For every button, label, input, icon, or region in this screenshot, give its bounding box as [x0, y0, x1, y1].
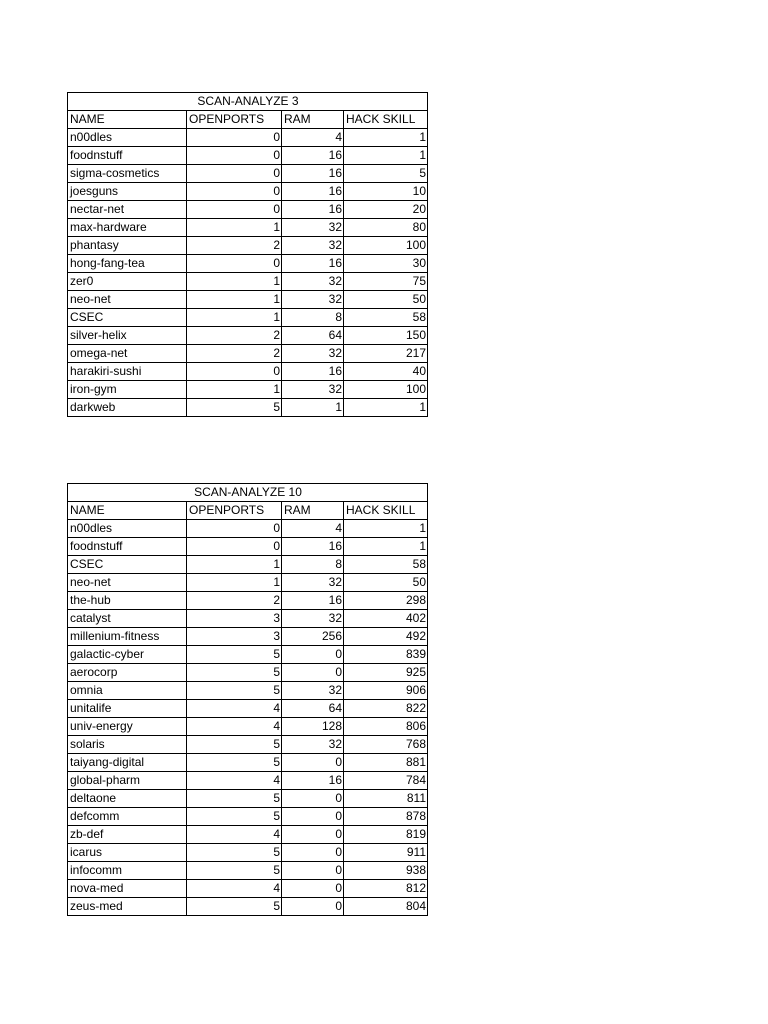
- cell-hack-skill: 217: [344, 345, 428, 363]
- table-row: [68, 237, 428, 255]
- cell-name: taiyang-digital: [68, 754, 187, 772]
- cell-openports: 4: [187, 880, 282, 898]
- cell-hack-skill: 822: [344, 700, 428, 718]
- table-row: [68, 862, 428, 880]
- cell-hack-skill: 100: [344, 237, 428, 255]
- cell-openports: 3: [187, 610, 282, 628]
- table-row: [68, 718, 428, 736]
- header-openports: OPENPORTS: [187, 502, 282, 520]
- table-row: [68, 147, 428, 165]
- cell-hack-skill: 492: [344, 628, 428, 646]
- scan-analyze-3-table: [67, 92, 428, 417]
- cell-hack-skill: 819: [344, 826, 428, 844]
- cell-name: catalyst: [68, 610, 187, 628]
- cell-name: nova-med: [68, 880, 187, 898]
- cell-ram: 32: [282, 736, 344, 754]
- cell-hack-skill: 1: [344, 538, 428, 556]
- cell-name: phantasy: [68, 237, 187, 255]
- table-row: [68, 255, 428, 273]
- header-hack-skill: HACK SKILL: [344, 111, 428, 129]
- cell-ram: 0: [282, 826, 344, 844]
- cell-ram: 32: [282, 291, 344, 309]
- cell-hack-skill: 40: [344, 363, 428, 381]
- cell-hack-skill: 1: [344, 147, 428, 165]
- cell-ram: 16: [282, 772, 344, 790]
- cell-name: aerocorp: [68, 664, 187, 682]
- cell-hack-skill: 906: [344, 682, 428, 700]
- table-row: [68, 844, 428, 862]
- header-openports: OPENPORTS: [187, 111, 282, 129]
- cell-openports: 3: [187, 628, 282, 646]
- table-row: [68, 538, 428, 556]
- cell-name: zeus-med: [68, 898, 187, 916]
- cell-ram: 0: [282, 664, 344, 682]
- cell-name: unitalife: [68, 700, 187, 718]
- cell-ram: 0: [282, 880, 344, 898]
- table-title: SCAN-ANALYZE 3: [68, 93, 428, 111]
- cell-ram: 16: [282, 183, 344, 201]
- table-row: [68, 219, 428, 237]
- cell-openports: 0: [187, 520, 282, 538]
- table-row: [68, 183, 428, 201]
- table-row: [68, 898, 428, 916]
- cell-ram: 16: [282, 255, 344, 273]
- cell-ram: 128: [282, 718, 344, 736]
- table-header-row: [68, 111, 428, 129]
- cell-name: zer0: [68, 273, 187, 291]
- cell-openports: 4: [187, 718, 282, 736]
- cell-ram: 8: [282, 556, 344, 574]
- cell-hack-skill: 75: [344, 273, 428, 291]
- cell-name: CSEC: [68, 309, 187, 327]
- cell-name: infocomm: [68, 862, 187, 880]
- cell-openports: 2: [187, 345, 282, 363]
- cell-openports: 5: [187, 862, 282, 880]
- cell-openports: 5: [187, 646, 282, 664]
- cell-name: foodnstuff: [68, 147, 187, 165]
- cell-hack-skill: 58: [344, 556, 428, 574]
- cell-ram: 16: [282, 363, 344, 381]
- table-row: [68, 826, 428, 844]
- cell-hack-skill: 298: [344, 592, 428, 610]
- header-name: NAME: [68, 502, 187, 520]
- cell-ram: 8: [282, 309, 344, 327]
- cell-hack-skill: 1: [344, 520, 428, 538]
- cell-openports: 2: [187, 237, 282, 255]
- table-row: [68, 610, 428, 628]
- cell-hack-skill: 878: [344, 808, 428, 826]
- cell-openports: 0: [187, 255, 282, 273]
- cell-openports: 0: [187, 183, 282, 201]
- table-row: [68, 129, 428, 147]
- table-row: [68, 754, 428, 772]
- table-row: [68, 520, 428, 538]
- cell-openports: 5: [187, 808, 282, 826]
- scan-analyze-10-table: [67, 483, 428, 916]
- cell-ram: 64: [282, 327, 344, 345]
- cell-name: deltaone: [68, 790, 187, 808]
- cell-ram: 32: [282, 381, 344, 399]
- cell-hack-skill: 1: [344, 129, 428, 147]
- cell-ram: 32: [282, 345, 344, 363]
- table-row: [68, 772, 428, 790]
- cell-ram: 0: [282, 862, 344, 880]
- cell-ram: 64: [282, 700, 344, 718]
- table-row: [68, 309, 428, 327]
- header-name: NAME: [68, 111, 187, 129]
- cell-openports: 5: [187, 844, 282, 862]
- cell-openports: 1: [187, 574, 282, 592]
- cell-name: darkweb: [68, 399, 187, 417]
- cell-name: zb-def: [68, 826, 187, 844]
- cell-name: neo-net: [68, 574, 187, 592]
- table-row: [68, 628, 428, 646]
- cell-ram: 32: [282, 219, 344, 237]
- cell-openports: 5: [187, 399, 282, 417]
- cell-openports: 0: [187, 165, 282, 183]
- cell-hack-skill: 806: [344, 718, 428, 736]
- table-row: [68, 345, 428, 363]
- table-title-row: [68, 484, 428, 502]
- table-title: SCAN-ANALYZE 10: [68, 484, 428, 502]
- cell-name: defcomm: [68, 808, 187, 826]
- table-row: [68, 363, 428, 381]
- cell-name: joesguns: [68, 183, 187, 201]
- table-row: [68, 399, 428, 417]
- cell-hack-skill: 881: [344, 754, 428, 772]
- table-row: [68, 808, 428, 826]
- cell-ram: 32: [282, 682, 344, 700]
- cell-hack-skill: 784: [344, 772, 428, 790]
- table-row: [68, 592, 428, 610]
- table-row: [68, 700, 428, 718]
- cell-openports: 0: [187, 147, 282, 165]
- cell-ram: 0: [282, 808, 344, 826]
- cell-name: the-hub: [68, 592, 187, 610]
- table-row: [68, 201, 428, 219]
- cell-ram: 16: [282, 165, 344, 183]
- table-row: [68, 574, 428, 592]
- header-ram: RAM: [282, 502, 344, 520]
- table-row: [68, 291, 428, 309]
- cell-name: hong-fang-tea: [68, 255, 187, 273]
- cell-openports: 0: [187, 201, 282, 219]
- cell-openports: 5: [187, 664, 282, 682]
- cell-hack-skill: 839: [344, 646, 428, 664]
- cell-name: omnia: [68, 682, 187, 700]
- cell-hack-skill: 812: [344, 880, 428, 898]
- cell-openports: 1: [187, 273, 282, 291]
- cell-ram: 32: [282, 574, 344, 592]
- cell-ram: 0: [282, 646, 344, 664]
- table-row: [68, 880, 428, 898]
- cell-name: millenium-fitness: [68, 628, 187, 646]
- cell-hack-skill: 80: [344, 219, 428, 237]
- cell-hack-skill: 5: [344, 165, 428, 183]
- cell-openports: 0: [187, 129, 282, 147]
- cell-hack-skill: 100: [344, 381, 428, 399]
- cell-ram: 32: [282, 273, 344, 291]
- cell-hack-skill: 10: [344, 183, 428, 201]
- cell-openports: 5: [187, 736, 282, 754]
- cell-name: icarus: [68, 844, 187, 862]
- cell-name: sigma-cosmetics: [68, 165, 187, 183]
- table-row: [68, 165, 428, 183]
- table-row: [68, 682, 428, 700]
- table-row: [68, 381, 428, 399]
- table-row: [68, 664, 428, 682]
- cell-name: CSEC: [68, 556, 187, 574]
- cell-hack-skill: 1: [344, 399, 428, 417]
- cell-name: solaris: [68, 736, 187, 754]
- cell-ram: 1: [282, 399, 344, 417]
- cell-hack-skill: 911: [344, 844, 428, 862]
- cell-name: n00dles: [68, 520, 187, 538]
- cell-ram: 4: [282, 520, 344, 538]
- table-row: [68, 736, 428, 754]
- cell-name: omega-net: [68, 345, 187, 363]
- cell-ram: 32: [282, 237, 344, 255]
- cell-hack-skill: 768: [344, 736, 428, 754]
- cell-openports: 4: [187, 772, 282, 790]
- cell-ram: 32: [282, 610, 344, 628]
- cell-openports: 5: [187, 898, 282, 916]
- cell-openports: 2: [187, 327, 282, 345]
- table-title-row: [68, 93, 428, 111]
- cell-hack-skill: 150: [344, 327, 428, 345]
- table-row: [68, 273, 428, 291]
- table-row: [68, 790, 428, 808]
- table-row: [68, 327, 428, 345]
- cell-openports: 5: [187, 682, 282, 700]
- cell-openports: 1: [187, 291, 282, 309]
- cell-name: harakiri-sushi: [68, 363, 187, 381]
- cell-openports: 4: [187, 700, 282, 718]
- cell-hack-skill: 402: [344, 610, 428, 628]
- cell-hack-skill: 20: [344, 201, 428, 219]
- cell-ram: 16: [282, 592, 344, 610]
- cell-openports: 1: [187, 219, 282, 237]
- cell-name: neo-net: [68, 291, 187, 309]
- cell-openports: 0: [187, 538, 282, 556]
- header-hack-skill: HACK SKILL: [344, 502, 428, 520]
- cell-hack-skill: 50: [344, 574, 428, 592]
- cell-name: galactic-cyber: [68, 646, 187, 664]
- cell-hack-skill: 58: [344, 309, 428, 327]
- cell-openports: 0: [187, 363, 282, 381]
- cell-name: univ-energy: [68, 718, 187, 736]
- cell-ram: 0: [282, 754, 344, 772]
- cell-ram: 0: [282, 790, 344, 808]
- table-row: [68, 646, 428, 664]
- header-ram: RAM: [282, 111, 344, 129]
- cell-hack-skill: 925: [344, 664, 428, 682]
- cell-hack-skill: 50: [344, 291, 428, 309]
- table-header-row: [68, 502, 428, 520]
- cell-ram: 16: [282, 147, 344, 165]
- cell-openports: 5: [187, 754, 282, 772]
- cell-ram: 0: [282, 898, 344, 916]
- cell-openports: 5: [187, 790, 282, 808]
- cell-name: max-hardware: [68, 219, 187, 237]
- cell-openports: 4: [187, 826, 282, 844]
- cell-ram: 4: [282, 129, 344, 147]
- cell-openports: 1: [187, 556, 282, 574]
- cell-ram: 256: [282, 628, 344, 646]
- cell-name: iron-gym: [68, 381, 187, 399]
- cell-openports: 1: [187, 381, 282, 399]
- cell-name: global-pharm: [68, 772, 187, 790]
- cell-openports: 2: [187, 592, 282, 610]
- cell-ram: 0: [282, 844, 344, 862]
- cell-name: silver-helix: [68, 327, 187, 345]
- cell-hack-skill: 938: [344, 862, 428, 880]
- table-row: [68, 556, 428, 574]
- cell-hack-skill: 30: [344, 255, 428, 273]
- cell-hack-skill: 811: [344, 790, 428, 808]
- cell-ram: 16: [282, 538, 344, 556]
- cell-name: foodnstuff: [68, 538, 187, 556]
- cell-openports: 1: [187, 309, 282, 327]
- cell-name: nectar-net: [68, 201, 187, 219]
- cell-ram: 16: [282, 201, 344, 219]
- cell-hack-skill: 804: [344, 898, 428, 916]
- cell-name: n00dles: [68, 129, 187, 147]
